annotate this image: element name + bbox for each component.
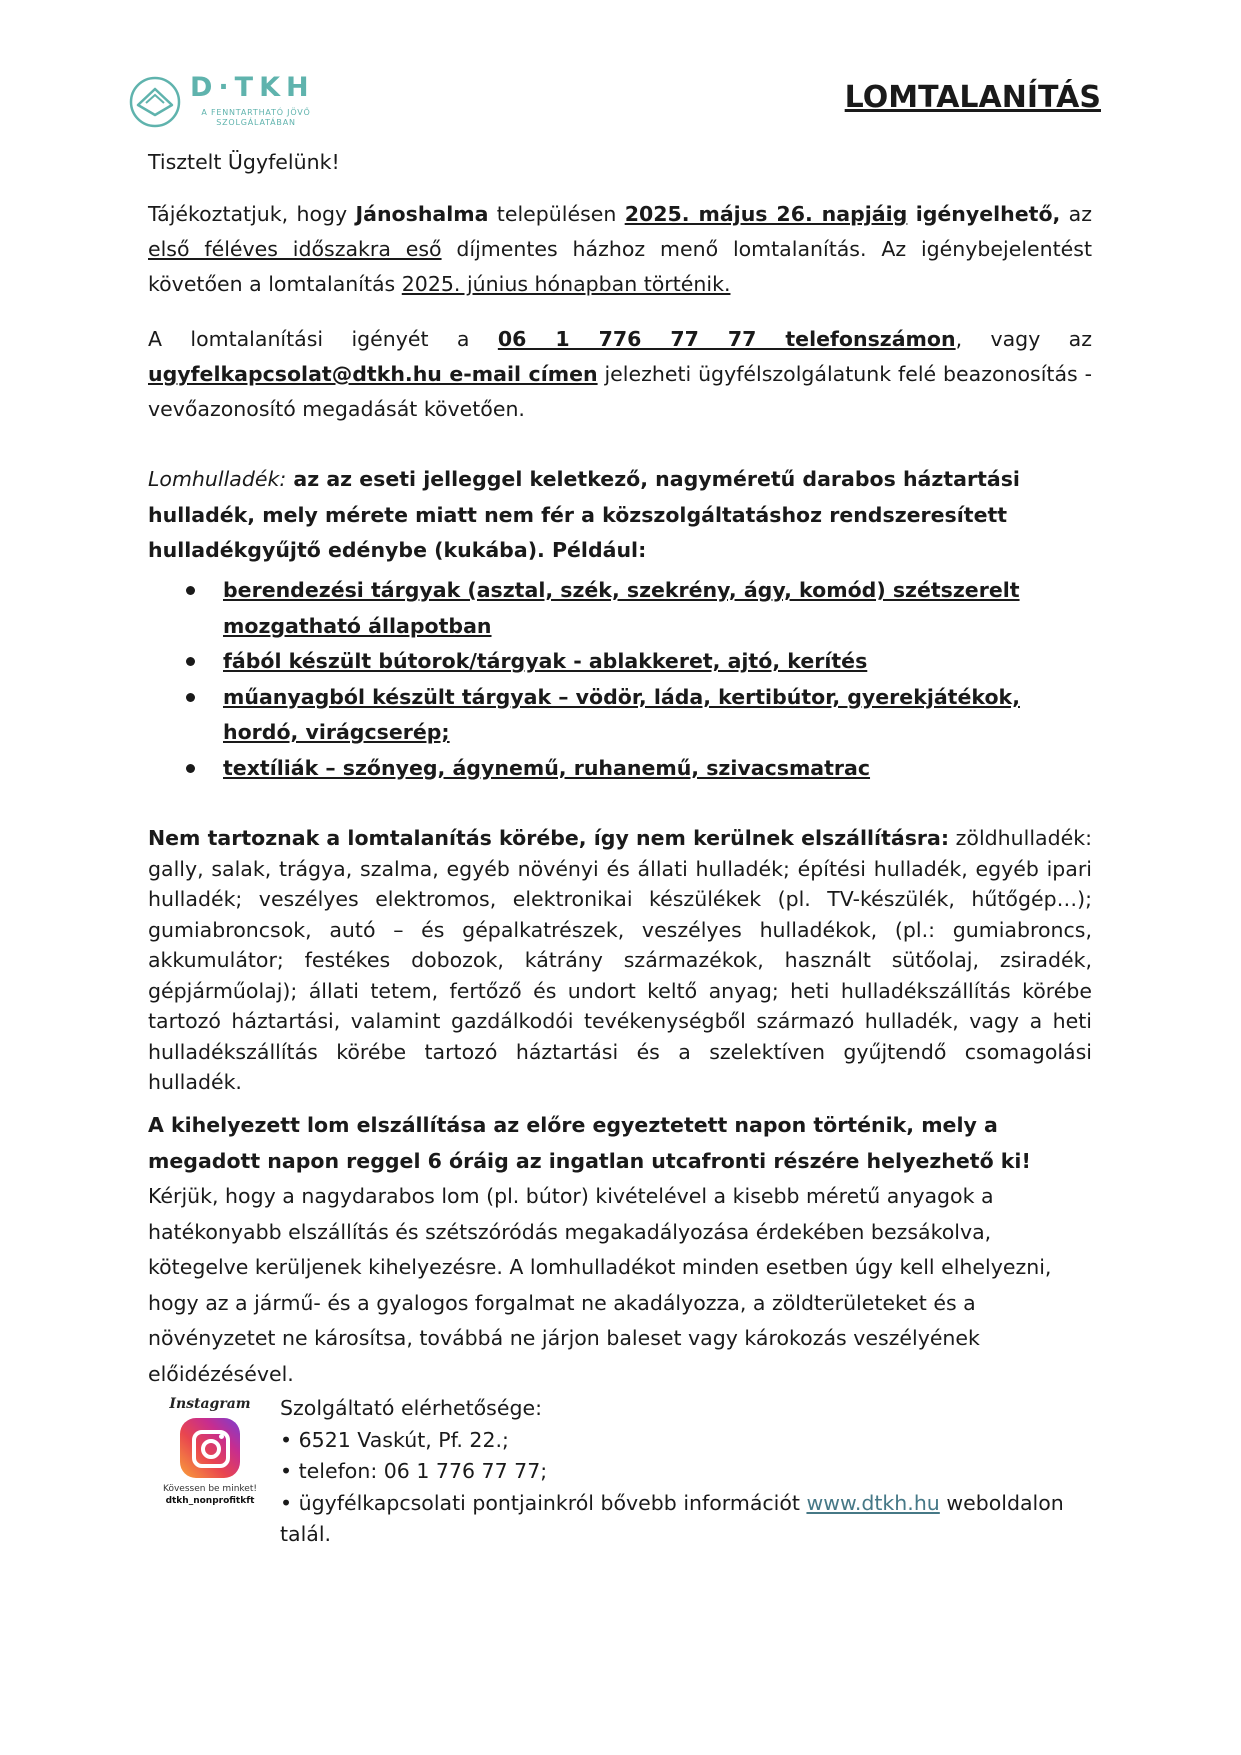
- dtkh-logo-icon: [128, 75, 182, 129]
- provider-contact: [280, 1393, 1080, 1551]
- p1-text-b: településen: [488, 202, 625, 226]
- p1-text-c: [907, 202, 915, 226]
- paragraph-contact-request: [148, 322, 1092, 427]
- paragraph-exclusions: [148, 823, 1092, 1098]
- p1-verb: igényelhető,: [915, 202, 1061, 226]
- paragraph-definition: [148, 462, 1092, 569]
- list-item: [186, 751, 1086, 787]
- instagram-lens: [201, 1439, 221, 1459]
- instagram-icon: [180, 1418, 240, 1478]
- p1-text-a: Tájékoztatjuk, hogy: [148, 202, 356, 226]
- logo-tagline-line2: SZOLGÁLATÁBAN: [216, 118, 296, 127]
- instagram-handle: dtkh_nonprofitkft: [165, 1496, 255, 1506]
- logo-name: D·TKH: [190, 72, 315, 103]
- contact-phone: • telefon: 06 1 776 77 77;: [280, 1459, 548, 1483]
- p1-town: Jánoshalma: [355, 202, 489, 226]
- logo-tagline: [190, 108, 322, 128]
- contact-address: • 6521 Vaskút, Pf. 22.;: [280, 1427, 509, 1452]
- instagram-flash: [219, 1434, 224, 1439]
- list-item: [186, 573, 1086, 644]
- bullet-icon: [186, 586, 195, 595]
- p2-text-a: A lomtalanítási igényét a: [148, 327, 498, 351]
- p2-text-c: jelezheti ügyfélszolgálatunk felé beazonosítás - vevőazonosító megadását követően.: [148, 362, 1092, 421]
- greeting: Tisztelt Ügyfelünk!: [148, 150, 340, 174]
- contact-web: [280, 1488, 1080, 1551]
- instagram-badge[interactable]: [160, 1396, 260, 1506]
- paragraph-placement: [148, 1108, 1092, 1392]
- list-item-text: fából készült bútorok/tárgyak - ablakkeret, ajtó, kerítés: [223, 649, 868, 673]
- bullet-icon: [186, 657, 195, 666]
- p2-email[interactable]: ugyfelkapcsolat@dtkh.hu e-mail címen: [148, 362, 598, 386]
- contact-web-text-a: • ügyfélkapcsolati pontjainkról bővebb információt: [280, 1490, 807, 1515]
- logo-tagline-line1: A FENNTARTHATÓ JÖVŐ: [201, 108, 311, 117]
- examples-list: [186, 573, 1086, 786]
- p1-text-e: díjmentes házhoz menő lomtalanítás. Az igénybejelentést követően a lomtalanítás: [148, 237, 1092, 296]
- instagram-follow-text: Kövessen be minket!: [163, 1484, 257, 1494]
- dtkh-logo: [128, 72, 328, 132]
- p5-lead: A kihelyezett lom elszállítása az előre egyeztetett napon történik, mely a megadott napon reggel 6 óráig az ingatlan utcafronti részére helyezhető ki!: [148, 1113, 1031, 1173]
- p1-month: 2025. június hónapban történik.: [401, 272, 731, 296]
- instagram-wordmark: Instagram: [169, 1396, 251, 1412]
- paragraph-deadline: [148, 197, 1092, 302]
- list-item-text: textíliák – szőnyeg, ágynemű, ruhanemű, szivacsmatrac: [223, 755, 871, 780]
- list-item-text: műanyagból készült tárgyak – vödör, láda, kertibútor, gyerekjátékok, hordó, virágcserép;: [223, 684, 1020, 744]
- list-item: [186, 680, 1086, 751]
- contact-heading: Szolgáltató elérhetősége:: [280, 1396, 542, 1420]
- list-item-text: berendezési tárgyak (asztal, szék, szekrény, ágy, komód) szétszerelt mozgatható állapotban: [223, 578, 1020, 638]
- p1-period: első féléves időszakra eső: [148, 237, 442, 261]
- p1-text-d: az: [1060, 202, 1093, 226]
- contact-web-text-b: weboldalon talál.: [280, 1490, 1064, 1546]
- p5-text: Kérjük, hogy a nagydarabos lom (pl. bútor) kivételével a kisebb méretű anyagok a hatékonyabb elszállítás és szétszóródás megakadályozása érdekében bezsákolva, kötegelve kerüljenek kihelyezésre. A lomhulladékot minden esetben úgy kell elhelyezni, hogy az a jármű- és a gyalogos forgalmat ne akadályozza, a zöldterületeket és a növényzetet ne károsítsa, továbbá ne járjon baleset vagy károkozás veszélyének előidézésével.: [148, 1184, 1052, 1386]
- p4-text: zöldhulladék: gally, salak, trágya, szalma, egyéb növényi és állati hulladék; építési hulladék, egyéb ipari hulladék; veszélyes elektromos, elektronikai készülékek (pl. TV-készülék, hűtőgép…); gumiabroncsok, autó – és gépalkatrészek, veszélyes hulladékok, (pl.: gumiabroncs, akkumulátor; festékes dobozok, kátrány származékok, használt sütőolaj, zsiradék, gépjárműolaj); állati tetem, fertőző és undort keltő anyag; heti hulladékszállítás körébe tartozó háztartási, valamint gazdálkodói tevékenységből származó hulladék, vagy a heti hulladékszállítás körébe tartozó háztartási és a szelektíven gyűjtendő csomagolási hulladék.: [148, 826, 1092, 1094]
- page-title: LOMTALANÍTÁS: [844, 80, 1101, 115]
- p3-definition: az az eseti jelleggel keletkező, nagyméretű darabos háztartási hulladék, mely mérete miatt nem fér a közszolgáltatáshoz rendszeresített hulladékgyűjtő edénybe (kukába). Például:: [148, 467, 1020, 562]
- website-link[interactable]: www.dtkh.hu: [806, 1490, 940, 1515]
- bullet-icon: [186, 764, 195, 773]
- p2-text-b: , vagy az: [955, 327, 1092, 351]
- p2-phone[interactable]: 06 1 776 77 77 telefonszámon: [497, 327, 956, 351]
- p1-date: 2025. május 26. napjáig: [624, 202, 908, 226]
- bullet-icon: [186, 693, 195, 702]
- p3-term: Lomhulladék:: [148, 467, 287, 491]
- p4-lead: Nem tartoznak a lomtalanítás körébe, így nem kerülnek elszállításra:: [148, 826, 950, 850]
- list-item: [186, 644, 1086, 680]
